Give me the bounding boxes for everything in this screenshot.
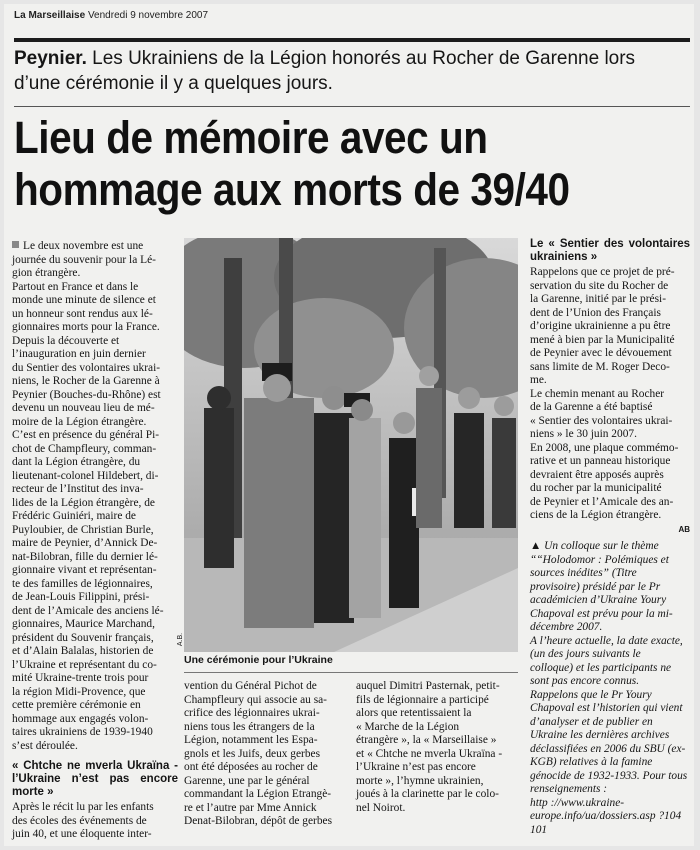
kicker-place: Peynier.	[14, 48, 87, 69]
column-1-line: gionnaires, Maurice Marchand,	[12, 618, 155, 630]
colloque-line: sources inédites” (Titre	[530, 567, 637, 579]
masthead	[14, 6, 694, 26]
column-1-line: monde une minute de silence et	[12, 294, 156, 306]
column-4-line: En 2008, une plaque commémo-	[530, 441, 679, 454]
column-2-line: crifice des légionnaires ukrai-	[184, 707, 320, 719]
colloque-line: (un des jours suivants le	[530, 648, 641, 660]
column-4-line: dent de l’Union des Français	[530, 306, 661, 319]
column-1-line: maire de Peynier, d’Annick De-	[12, 537, 158, 549]
column-1-line: recteur de l’Institut des inva-	[12, 483, 144, 495]
column-4-line: Rappelons que ce projet de pré-	[530, 266, 675, 278]
colloque-line: ▲ Un colloque sur le thème	[530, 540, 659, 552]
colloque-line: déclassifiées en 2006 du SBU (ex-	[530, 742, 686, 755]
column-3-line: fils de légionnaire a participé	[356, 693, 489, 706]
column-3-line: alors que retentissaient la	[356, 707, 472, 719]
column-1-line: s’est déroulée.	[12, 739, 78, 752]
colloque-line: Ukraine les dernières archives	[530, 729, 670, 741]
column-1-line: Peynier (Bouches-du-Rhône) est	[12, 388, 161, 401]
column-1-line: gionnaire vivant et représentan-	[12, 564, 157, 576]
column-1-line: niens, le Rocher de la Garenne à	[12, 375, 160, 387]
headline	[14, 112, 635, 216]
column-1-text	[12, 240, 178, 753]
column-4-line: de la Garenne a été baptisé	[530, 401, 653, 413]
column-3-line: joués à la clarinette par le colo-	[356, 788, 499, 800]
colloque-line: sont pas encore connus.	[530, 675, 640, 687]
top-rule	[14, 38, 690, 42]
colloque-line: Rappelons que le Pr Youry	[530, 688, 652, 701]
column-1-line: moire de la Légion étrangère.	[12, 415, 147, 428]
column-2-line: gnols et les Juifs, deux gerbes	[184, 747, 321, 760]
column-4-line: me.	[530, 374, 547, 386]
column-4-line: de Peynier avec le dévouement	[530, 347, 672, 359]
kicker-text: Les Ukrainiens de la Légion honorés au Rocher de Garenne lors d’une cérémonie il y a quelques jours.	[14, 48, 636, 94]
column-1-line: Puyloubier, de Christian Burle,	[12, 523, 154, 536]
column-1-line: chot de Champfleury, comman-	[12, 442, 157, 455]
column-1-line: dant la Légion étrangère, du	[12, 456, 141, 468]
column-4-text	[530, 266, 690, 523]
column-2-line: Champfleury qui associe au sa-	[184, 693, 327, 706]
column-4-line: Le chemin menant au Rocher	[530, 387, 665, 400]
column-1-line: mité Ukraine-trente trois pour	[12, 672, 149, 684]
column-4-line: devraient être apposés auprès	[530, 468, 664, 481]
column-1-line: hommage aux engagés volon-	[12, 712, 149, 725]
column-4-line: d’origine ukrainienne a pu être	[530, 320, 671, 332]
column-4-line: servation du site du Rocher de	[530, 279, 669, 292]
column-1-line: te des familles de légionnaires,	[12, 577, 153, 590]
column-1-line: C’est en présence du général Pi-	[12, 429, 160, 441]
column-4-subhead: Le « Sentier des volontaires ukrainiens »	[530, 238, 690, 263]
column-1-line: journée du souvenir pour la Lé-	[12, 253, 156, 266]
colloque-line: génocide de 1932-1933. Pour tous	[530, 769, 688, 782]
column-1-line: Depuis la découverte et	[12, 334, 120, 347]
ceremony-photo-illustration	[184, 238, 518, 652]
column-1-line: devenu un nouveau lieu de mé-	[12, 402, 155, 414]
colloque-line: KGB) relatives à la famine	[530, 756, 653, 768]
column-1-line: du Sentier des volontaires ukrai-	[12, 361, 161, 374]
column-1-line: gion étrangère.	[12, 267, 81, 279]
kicker	[14, 46, 684, 96]
column-1-line: un honneur sont rendus aux lé-	[12, 307, 153, 320]
colloque-line: colloque) et les participants ne	[530, 661, 672, 674]
colloque-line: d’analyser et de publier en	[530, 715, 653, 728]
column-4-line: la Garenne, initié par le prési-	[530, 293, 666, 305]
column-4-line: de Peynier et l’Amicale des an-	[530, 495, 674, 508]
column-4-line: niens » le 30 juin 2007.	[530, 428, 637, 440]
column-4-line: mené à bien par la Municipalité	[530, 333, 675, 346]
column-4-line: ciens de la Légion étrangère.	[530, 509, 662, 521]
newspaper-clipping	[4, 4, 694, 846]
column-1-subhead: « Chtche ne mverla Ukraïna - l’Ukraine n’est pas encore morte »	[12, 760, 178, 798]
article-column-4	[530, 238, 690, 837]
column-1-line: lides de la Légion étrangère, de	[12, 496, 155, 509]
column-4-line: « Sentier des volontaires ukrai-	[530, 414, 673, 427]
column-1-line: lieutenant-colonel Hildebert, di-	[12, 469, 159, 482]
column-2-line: Garenne, une par le général	[184, 774, 310, 787]
column-2-line: ont été déposées au rocher de	[184, 761, 318, 773]
column-2-line: re et l’autre par Mme Annick	[184, 801, 317, 814]
colloque-line: renseignements :	[530, 783, 608, 795]
column-2-line: vention du Général Pichot de	[184, 680, 317, 692]
column-1-line: dent de l’Amicale des anciens lé-	[12, 604, 164, 617]
column-1-text-continued	[12, 801, 178, 842]
column-3-line: auquel Dimitri Pasternak, petit-	[356, 680, 500, 692]
colloque-line: Chapoval est prévu pour la mi-	[530, 607, 673, 620]
colloque-line: Chapoval est l’historien qui vient	[530, 702, 683, 714]
column-2-line: Légion, notamment les Espa-	[184, 734, 318, 746]
column-1-line: Frédéric Guiniéri, maire de	[12, 510, 136, 522]
colloque-line: A l’heure actuelle, la date exacte,	[530, 634, 683, 647]
column-2-line: Denat-Bilobran, dépôt de gerbes	[184, 815, 333, 827]
column-3-line: « Marche de la Légion	[356, 720, 460, 733]
column-3-line: morte », l’hymne ukrainien,	[356, 774, 484, 787]
column-1-cont-line: juin 40, et une éloquente inter-	[12, 828, 152, 840]
column-1-line: et d’Alain Balalas, historien de	[12, 645, 154, 657]
kicker-rule	[14, 106, 690, 107]
colloque-line: ““Holodomor : Polémiques et	[530, 553, 669, 566]
column-1-cont-line: des écoles des événements de	[12, 814, 147, 827]
column-4-line: du rocher par la municipalité	[530, 482, 662, 494]
caption-rule	[184, 672, 518, 673]
column-2-line: commandant la Légion Etrangè-	[184, 788, 332, 800]
colloque-line: décembre 2007.	[530, 621, 603, 633]
column-3-line: l’Ukraine n’est pas encore	[356, 761, 476, 773]
colloque-notice	[530, 540, 690, 837]
column-3-line: et « Chtche ne mverla Ukraïna -	[356, 747, 503, 760]
photo-credit: A.B.	[177, 632, 185, 647]
masthead-date: Vendredi 9 novembre 2007	[87, 10, 209, 21]
colloque-line: académicien d’Ukraine Youry	[530, 594, 667, 606]
column-3-line: étrangère », la « Marseillaise »	[356, 734, 497, 746]
column-4-signature: AB	[678, 524, 690, 534]
column-4-line: sans limite de M. Roger Deco-	[530, 360, 670, 373]
column-1-line: la région Midi-Provence, que	[12, 685, 146, 698]
column-1-line: nat-Bilobran, fille du dernier lé-	[12, 550, 158, 563]
colloque-line: europe.info/ua/dossiers.asp ?104	[530, 810, 682, 822]
article-column-2	[184, 680, 346, 829]
article-column-3	[356, 680, 518, 815]
column-1-line: de Jean-Louis Filippini, prési-	[12, 591, 150, 603]
article-column-1	[12, 240, 178, 842]
column-3-line: nel Noirot.	[356, 801, 406, 814]
colloque-line: provisoire) présidé par le Pr	[530, 580, 661, 593]
column-1-line: Le deux novembre est une	[12, 240, 178, 254]
headline-line-1: Lieu de mémoire avec un	[14, 112, 488, 163]
column-1-line: taires ukrainiens de 1939-1940	[12, 726, 153, 738]
column-1-cont-line: Après le récit lu par les enfants	[12, 801, 154, 813]
masthead-paper-name: La Marseillaise	[14, 10, 86, 21]
ceremony-photo	[184, 238, 518, 652]
column-1-line: l’inauguration en juin dernier	[12, 348, 146, 360]
colloque-line: http ://www.ukraine-	[530, 796, 625, 809]
colloque-line: 101	[530, 823, 548, 836]
headline-line-2: hommage aux morts de 39/40	[14, 164, 570, 215]
column-1-line: gionnaires morts pour la France.	[12, 321, 160, 333]
column-2-line: niens tous les étrangers de la	[184, 720, 315, 733]
photo-caption: Une cérémonie pour l’Ukraine	[184, 654, 333, 666]
column-4-line: rative et un panneau historique	[530, 455, 671, 467]
column-1-line: l’Ukraine et représentant du co-	[12, 658, 157, 671]
column-1-line: cette première cérémonie en	[12, 699, 141, 711]
column-1-line: président du Souvenir français,	[12, 631, 154, 644]
paragraph-bullet-icon	[12, 241, 19, 248]
column-1-line: Partout en France et dans le	[12, 280, 139, 293]
